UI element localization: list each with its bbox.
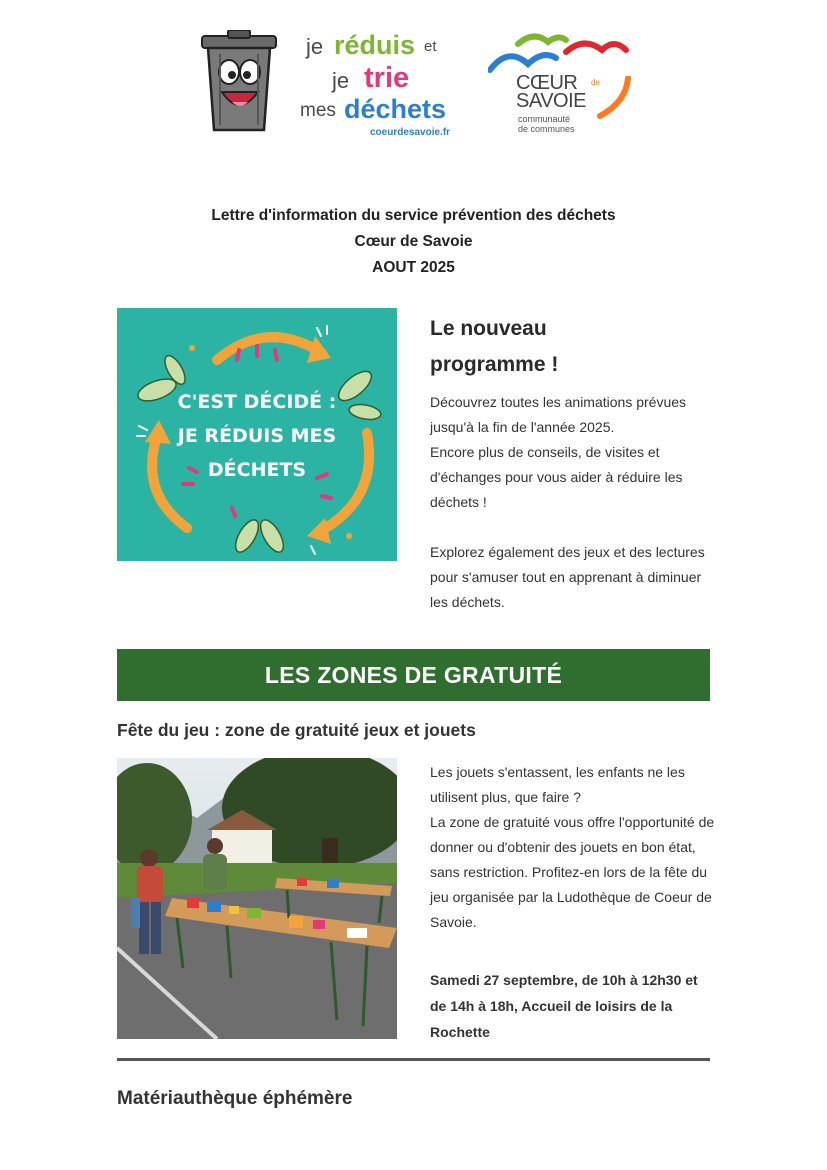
- programme-text: [430, 390, 710, 615]
- programme-paragraph-1: Découvrez toutes les animations prévues jusqu'à la fin de l'année 2025.: [430, 394, 687, 435]
- tagline-logo: [300, 32, 480, 142]
- programme-paragraph-2: Encore plus de conseils, de visites et d'échanges pour vous aider à réduire les déchets !: [430, 444, 683, 510]
- newsletter-header: [0, 0, 827, 160]
- intro-line-2: Cœur de Savoie: [354, 233, 473, 250]
- illustration-text-line-1: C'EST DÉCIDÉ :: [177, 391, 337, 413]
- illustration-text-line-3: DÉCHETS: [207, 459, 307, 481]
- tagline-je-2: je: [332, 68, 350, 93]
- tagline-reduis: réduis: [334, 30, 416, 60]
- programme-illustration[interactable]: [117, 308, 397, 561]
- logo-de-communes-line: de communes: [518, 124, 575, 134]
- tagline-url: coeurdesavoie.fr: [370, 127, 451, 138]
- illustration-text-line-2: JE RÉDUIS MES: [177, 425, 337, 447]
- logo-savoie: SAVOIE: [516, 90, 586, 112]
- orange-swoosh-icon: [596, 76, 632, 120]
- newsletter-intro: [0, 203, 827, 281]
- materiautheque-title: Matériauthèque éphémère: [117, 1088, 353, 1109]
- programme-title: [430, 311, 710, 383]
- intro-line-3: AOUT 2025: [372, 259, 455, 276]
- intro-line-1: Lettre d'information du service prévention des déchets: [211, 207, 616, 224]
- programme-paragraph-3: Explorez également des jeux et des lectures pour s'amuser tout en apprenant à diminuer les déchets.: [430, 544, 705, 610]
- tagline-trie: trie: [364, 62, 410, 94]
- logo-de: de: [591, 78, 600, 87]
- section-divider: [117, 1058, 710, 1061]
- tagline-et: et: [424, 38, 437, 55]
- programme-title-line-1: Le nouveau: [430, 317, 547, 340]
- fete-paragraph-1: Les jouets s'entassent, les enfants ne les utilisent plus, que faire ?: [430, 764, 685, 805]
- birds-icon: [488, 28, 633, 78]
- fete-du-jeu-title: Fête du jeu : zone de gratuité jeux et jouets: [117, 720, 476, 740]
- trash-bin-mascot-icon: [198, 30, 280, 135]
- fete-du-jeu-text: [430, 760, 715, 935]
- fete-du-jeu-photo[interactable]: [117, 758, 397, 1039]
- logo-communaute: [518, 114, 575, 134]
- logo-communaute-line: communauté: [518, 114, 571, 124]
- fete-du-jeu-date: Samedi 27 septembre, de 10h à 12h30 et de 14h à 18h, Accueil de loisirs de la Rochette: [430, 972, 698, 1040]
- programme-title-line-2: programme !: [430, 353, 559, 376]
- section-banner-zones-gratuite: LES ZONES DE GRATUITÉ: [117, 649, 710, 701]
- fete-paragraph-2: La zone de gratuité vous offre l'opportunité de donner ou d'obtenir des jouets en bon état, sans restriction. Profitez-en lors de la fête du jeu organisée par la Ludothèque de Coeur de Savoie.: [430, 814, 715, 930]
- tagline-je: je: [306, 34, 324, 59]
- tagline-mes: mes: [300, 100, 336, 121]
- tagline-dechets: déchets: [344, 94, 447, 124]
- coeur-de-savoie-logo: [488, 28, 633, 146]
- logo-coeur: CŒUR: [516, 72, 578, 94]
